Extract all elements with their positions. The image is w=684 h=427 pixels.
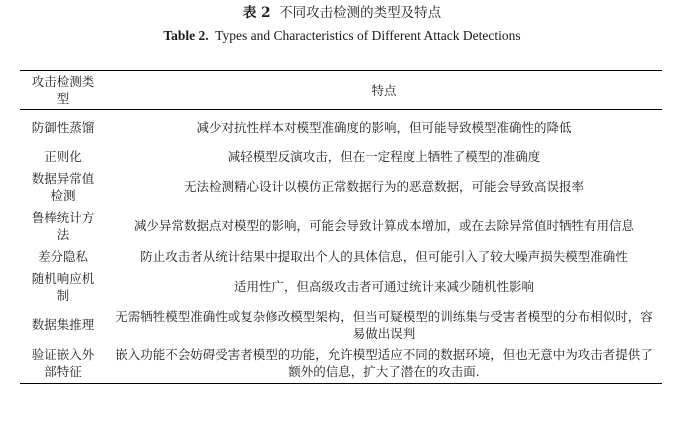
table-header-row (20, 71, 662, 110)
caption-chinese (0, 3, 684, 23)
caption-english-label: Table 2. (163, 28, 209, 43)
table-row (20, 146, 662, 168)
row-desc: 嵌入功能不会妨碍受害者模型的功能，允许模型适应不同的数据环境，但也无意中为攻击者提供了额外的信息，扩大了潜在的攻击面. (115, 347, 653, 380)
row-type: 数据异常值检测 (31, 170, 95, 203)
row-type: 差分隐私 (37, 249, 88, 264)
table-row (20, 110, 662, 146)
table-row (20, 268, 662, 306)
row-desc: 无法检测精心设计以模仿正常数据行为的恶意数据，可能会导致高误报率 (183, 179, 584, 194)
caption-english-title: Types and Characteristics of Different Attack Detections (215, 28, 521, 43)
table-row (20, 344, 662, 384)
row-desc: 无需牺牲模型准确性或复杂修改模型架构，但当可疑模型的训练集与受害者模型的分布相似时，容易做出误判 (115, 308, 653, 341)
row-type: 防御性蒸馏 (31, 120, 95, 136)
row-type: 鲁棒统计方法 (31, 209, 95, 242)
table-row (20, 306, 662, 344)
row-desc: 减少异常数据点对模型的影响，可能会导致计算成本增加，或在去除异常值时牺牲有用信息 (133, 218, 634, 233)
row-desc: 减轻模型反演攻击，但在一定程度上牺牲了模型的准确度 (227, 149, 541, 164)
caption-chinese-title: 不同攻击检测的类型及特点 (279, 5, 442, 21)
row-type: 数据集推理 (31, 317, 95, 332)
row-desc: 防止攻击者从统计结果中提取出个人的具体信息，但可能引入了较大噪声损失模型准确性 (140, 249, 628, 264)
row-desc: 减少对抗性样本对模型准确度的影响，但可能导致模型准确性的降低 (196, 120, 572, 136)
caption-chinese-label: 表 2 (242, 5, 271, 21)
header-characteristics: 特点 (371, 82, 397, 98)
attack-detection-table (20, 70, 662, 384)
header-type: 攻击检测类型 (31, 74, 95, 106)
row-type: 随机响应机制 (31, 270, 95, 303)
row-type: 验证嵌入外部特征 (31, 347, 95, 380)
table-row (20, 168, 662, 206)
table-row (20, 206, 662, 246)
row-type: 正则化 (44, 149, 82, 164)
row-desc: 适用性广，但高级攻击者可通过统计来减少随机性影响 (233, 279, 534, 294)
table-row (20, 246, 662, 268)
caption-english (0, 26, 684, 46)
